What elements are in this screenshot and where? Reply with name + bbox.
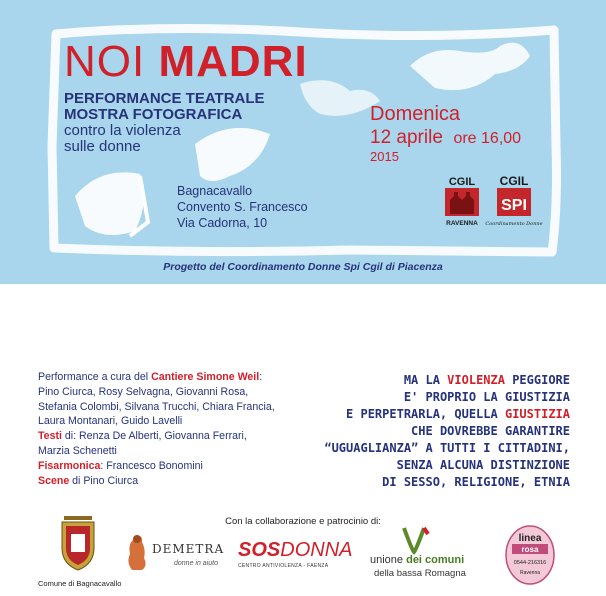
event-subtitle	[64, 91, 265, 155]
credits-testi-text: di: Renza De Alberti, Giovanna Ferrari,	[61, 430, 247, 443]
cgil-spi-logo	[485, 174, 543, 234]
quote-line-2: E' PROPRIO LA GIUSTIZIA	[403, 390, 570, 404]
credits-scene	[38, 474, 338, 489]
unione-a: unione	[370, 554, 407, 566]
linea-city: Ravenna	[519, 570, 541, 576]
subtitle-line-1: PERFORMANCE TEATRALE	[64, 90, 265, 107]
location-address: Via Cadorna, 10	[177, 216, 268, 230]
credits-cast-1: Pino Ciurca, Rosy Selvagna, Giovanni Rosa,	[38, 385, 249, 398]
credits-block	[38, 370, 338, 488]
linea-b: rosa	[521, 545, 539, 554]
date-time: ore 16,00	[453, 130, 522, 147]
location-city: Bagnacavallo	[177, 184, 253, 198]
quote-line-1	[310, 372, 570, 389]
quote-l1-highlight: VIOLENZA	[447, 373, 505, 387]
quote-l1a: MA LA	[403, 373, 448, 387]
linea-a: linea	[518, 533, 542, 544]
sponsor-logos	[0, 520, 606, 596]
credits-perf-name: Cantiere Simone Weil	[151, 371, 260, 383]
unione-title	[370, 554, 464, 566]
credits-performance	[38, 370, 338, 385]
cgil-ravenna-top: CGIL	[448, 176, 476, 188]
credits-scene-label: Scene	[38, 474, 70, 487]
demetra-name: DEMETRA	[152, 542, 225, 556]
quote-block	[310, 372, 570, 491]
title-noi: NOI	[64, 37, 146, 86]
subtitle-line-2: MOSTRA FOTOGRAFICA	[64, 106, 243, 123]
subtitle-line-3: contro la violenza	[64, 122, 181, 139]
quote-l1b: PEGGIORE	[504, 373, 570, 387]
date-year: 2015	[370, 149, 399, 164]
credits-scene-text: di Pino Ciurca	[69, 474, 139, 487]
sos-title	[238, 539, 353, 561]
credits-cast-3: Laura Montanari, Guido Lavelli	[38, 415, 183, 428]
cgil-spi-mid: SPI	[501, 197, 527, 214]
credits-perf-suffix: :	[259, 371, 263, 383]
credits-testi-label: Testi	[38, 430, 62, 443]
quote-line-7: DI SESSO, RELIGIONE, ETNIA	[382, 475, 570, 489]
quote-l3-highlight: GIUSTIZIA	[504, 407, 570, 421]
demetra-tagline: donne in aiuto	[174, 560, 218, 567]
sos-subtitle: CENTRO ANTIVIOLENZA - FAENZA	[238, 563, 329, 569]
linea-rosa-logo	[504, 524, 556, 586]
subtitle-line-4: sulle donne	[64, 138, 141, 155]
location-venue: Convento S. Francesco	[177, 200, 308, 214]
unione-b: dei comuni	[406, 554, 465, 566]
event-location	[177, 183, 308, 231]
quote-l3a: E PERPETRARLA, QUELLA	[346, 407, 505, 421]
unione-subtitle: della bassa Romagna	[374, 568, 466, 579]
credits-cast-2: Stefania Colombi, Silvana Trucchi, Chiara Francia,	[38, 400, 275, 413]
unione-mark-icon	[394, 524, 434, 554]
credits-fisarmonica	[38, 459, 338, 474]
collaboration-label: Con la collaborazione e patrocinio di:	[225, 516, 381, 527]
demetra-logo	[124, 532, 234, 592]
banner	[0, 0, 606, 284]
sos-donna-logo	[238, 539, 353, 590]
credits-fisa-text: : Francesco Bonomini	[100, 459, 203, 472]
linea-rosa-badge	[504, 524, 556, 586]
demetra-figure-icon	[124, 532, 150, 572]
quote-line-4: CHE DOVREBBE GARANTIRE	[411, 424, 570, 438]
event-date	[370, 104, 521, 163]
cgil-spi-bottom: Coordinamento Donne	[485, 221, 543, 227]
quote-line-3	[310, 406, 570, 423]
credits-testi-cont: Marzia Schenetti	[38, 444, 117, 457]
title-madri: MADRI	[158, 37, 308, 86]
page-title	[64, 37, 308, 86]
credits-fisa-label: Fisarmonica	[38, 459, 101, 472]
project-credit: Progetto del Coordinamento Donne Spi Cgil di Piacenza	[163, 261, 443, 273]
linea-phone: 0544-216316	[513, 560, 547, 566]
comune-logo	[38, 512, 122, 592]
comune-caption: Comune di Bagnacavallo	[38, 579, 122, 588]
unione-comuni-logo	[370, 524, 486, 590]
quote-line-5: “UGUAGLIANZA” A TUTTI I CITTADINI,	[324, 441, 570, 455]
sos-part-b: DONNA	[280, 539, 353, 561]
sos-part-a: SOS	[238, 539, 281, 561]
cgil-ravenna-bottom: RAVENNA	[446, 220, 478, 227]
coat-of-arms-icon	[38, 512, 118, 574]
date-day: Domenica	[370, 103, 461, 125]
date-value: 12 aprile	[370, 127, 443, 148]
credits-testi	[38, 429, 338, 444]
quote-line-6: SENZA ALCUNA DISTINZIONE	[396, 458, 570, 472]
credits-perf-prefix: Performance a cura del	[38, 371, 152, 383]
cgil-spi-top: CGIL	[499, 174, 529, 188]
cgil-ravenna-logo	[440, 174, 484, 228]
